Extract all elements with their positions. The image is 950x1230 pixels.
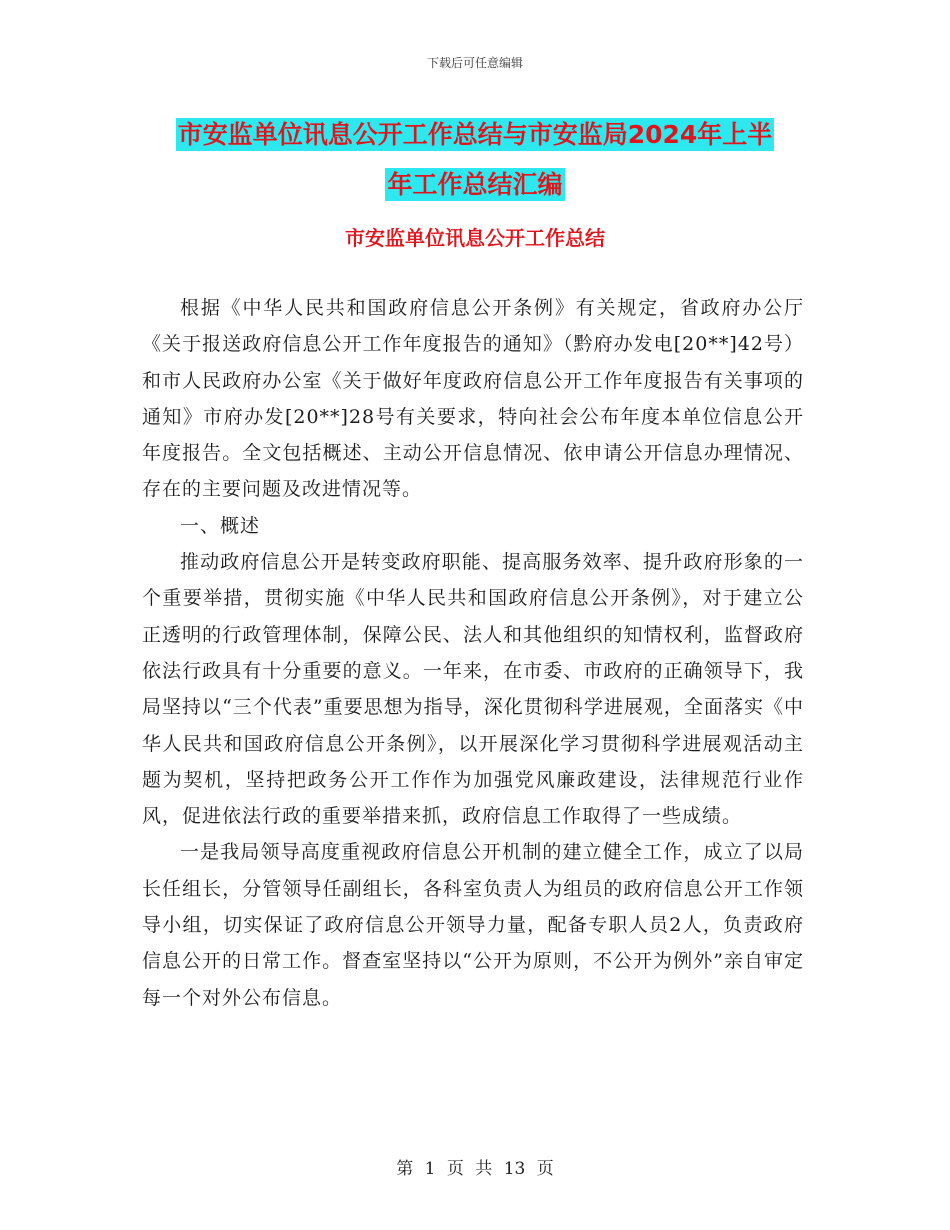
page-number: 第 1 页 共 13 页	[396, 1159, 554, 1179]
paragraph: 推动政府信息公开是转变政府职能、提高服务效率、提升政府形象的一个重要举措，贯彻实施《中华人民共和国政府信息公开条例》，对于建立公正透明的行政管理体制，保障公民、法人和其他组织的知情权利，监督政府依法行政具有十分重要的意义。一年来，在市委、市政府的正确领导下，我局坚持以“三个代表”重要思想为指导，深化贯彻科学进展观，全面落实《中华人民共和国政府信息公开条例》，以开展深化学习贯彻科学进展观活动主题为契机，坚持把政务公开工作作为加强党风廉政建设，法律规范行业作风，促进依法行政的重要举措来抓，政府信息工作取得了一些成绩。	[142, 551, 804, 828]
header-note: 下载后可任意编辑	[426, 56, 523, 70]
title-line-1: 市安监单位讯息公开工作总结与市安监局2024年上半	[177, 120, 773, 149]
paragraph: 一、概述	[180, 514, 261, 537]
paragraph: 一是我局领导高度重视政府信息公开机制的建立健全工作，成立了以局长任组长，分管领导任副组长，各科室负责人为组员的政府信息公开工作领导小组，切实保证了政府信息公开领导力量，配备专职人员2人，负责政府信息公开的日常工作。督查室坚持以“公开为原则，不公开为例外”亲自审定每一个对外公布信息。	[142, 841, 804, 1009]
document-body	[142, 290, 804, 1016]
paragraph: 根据《中华人民共和国政府信息公开条例》有关规定，省政府办公厅《关于报送政府信息公开工作年度报告的通知》（黔府办发电[20**]42号）和市人民政府办公室《关于做好年度政府信息公开工作年度报告有关事项的通知》市府办发[20**]28号有关要求，特向社会公布年度本单位信息公开年度报告。全文包括概述、主动公开信息情况、依申请公开信息办理情况、存在的主要问题及改进情况等。	[142, 297, 804, 501]
section-heading: 市安监单位讯息公开工作总结	[345, 226, 605, 250]
document-title	[140, 110, 810, 210]
title-line-2: 年工作总结汇编	[387, 170, 563, 199]
